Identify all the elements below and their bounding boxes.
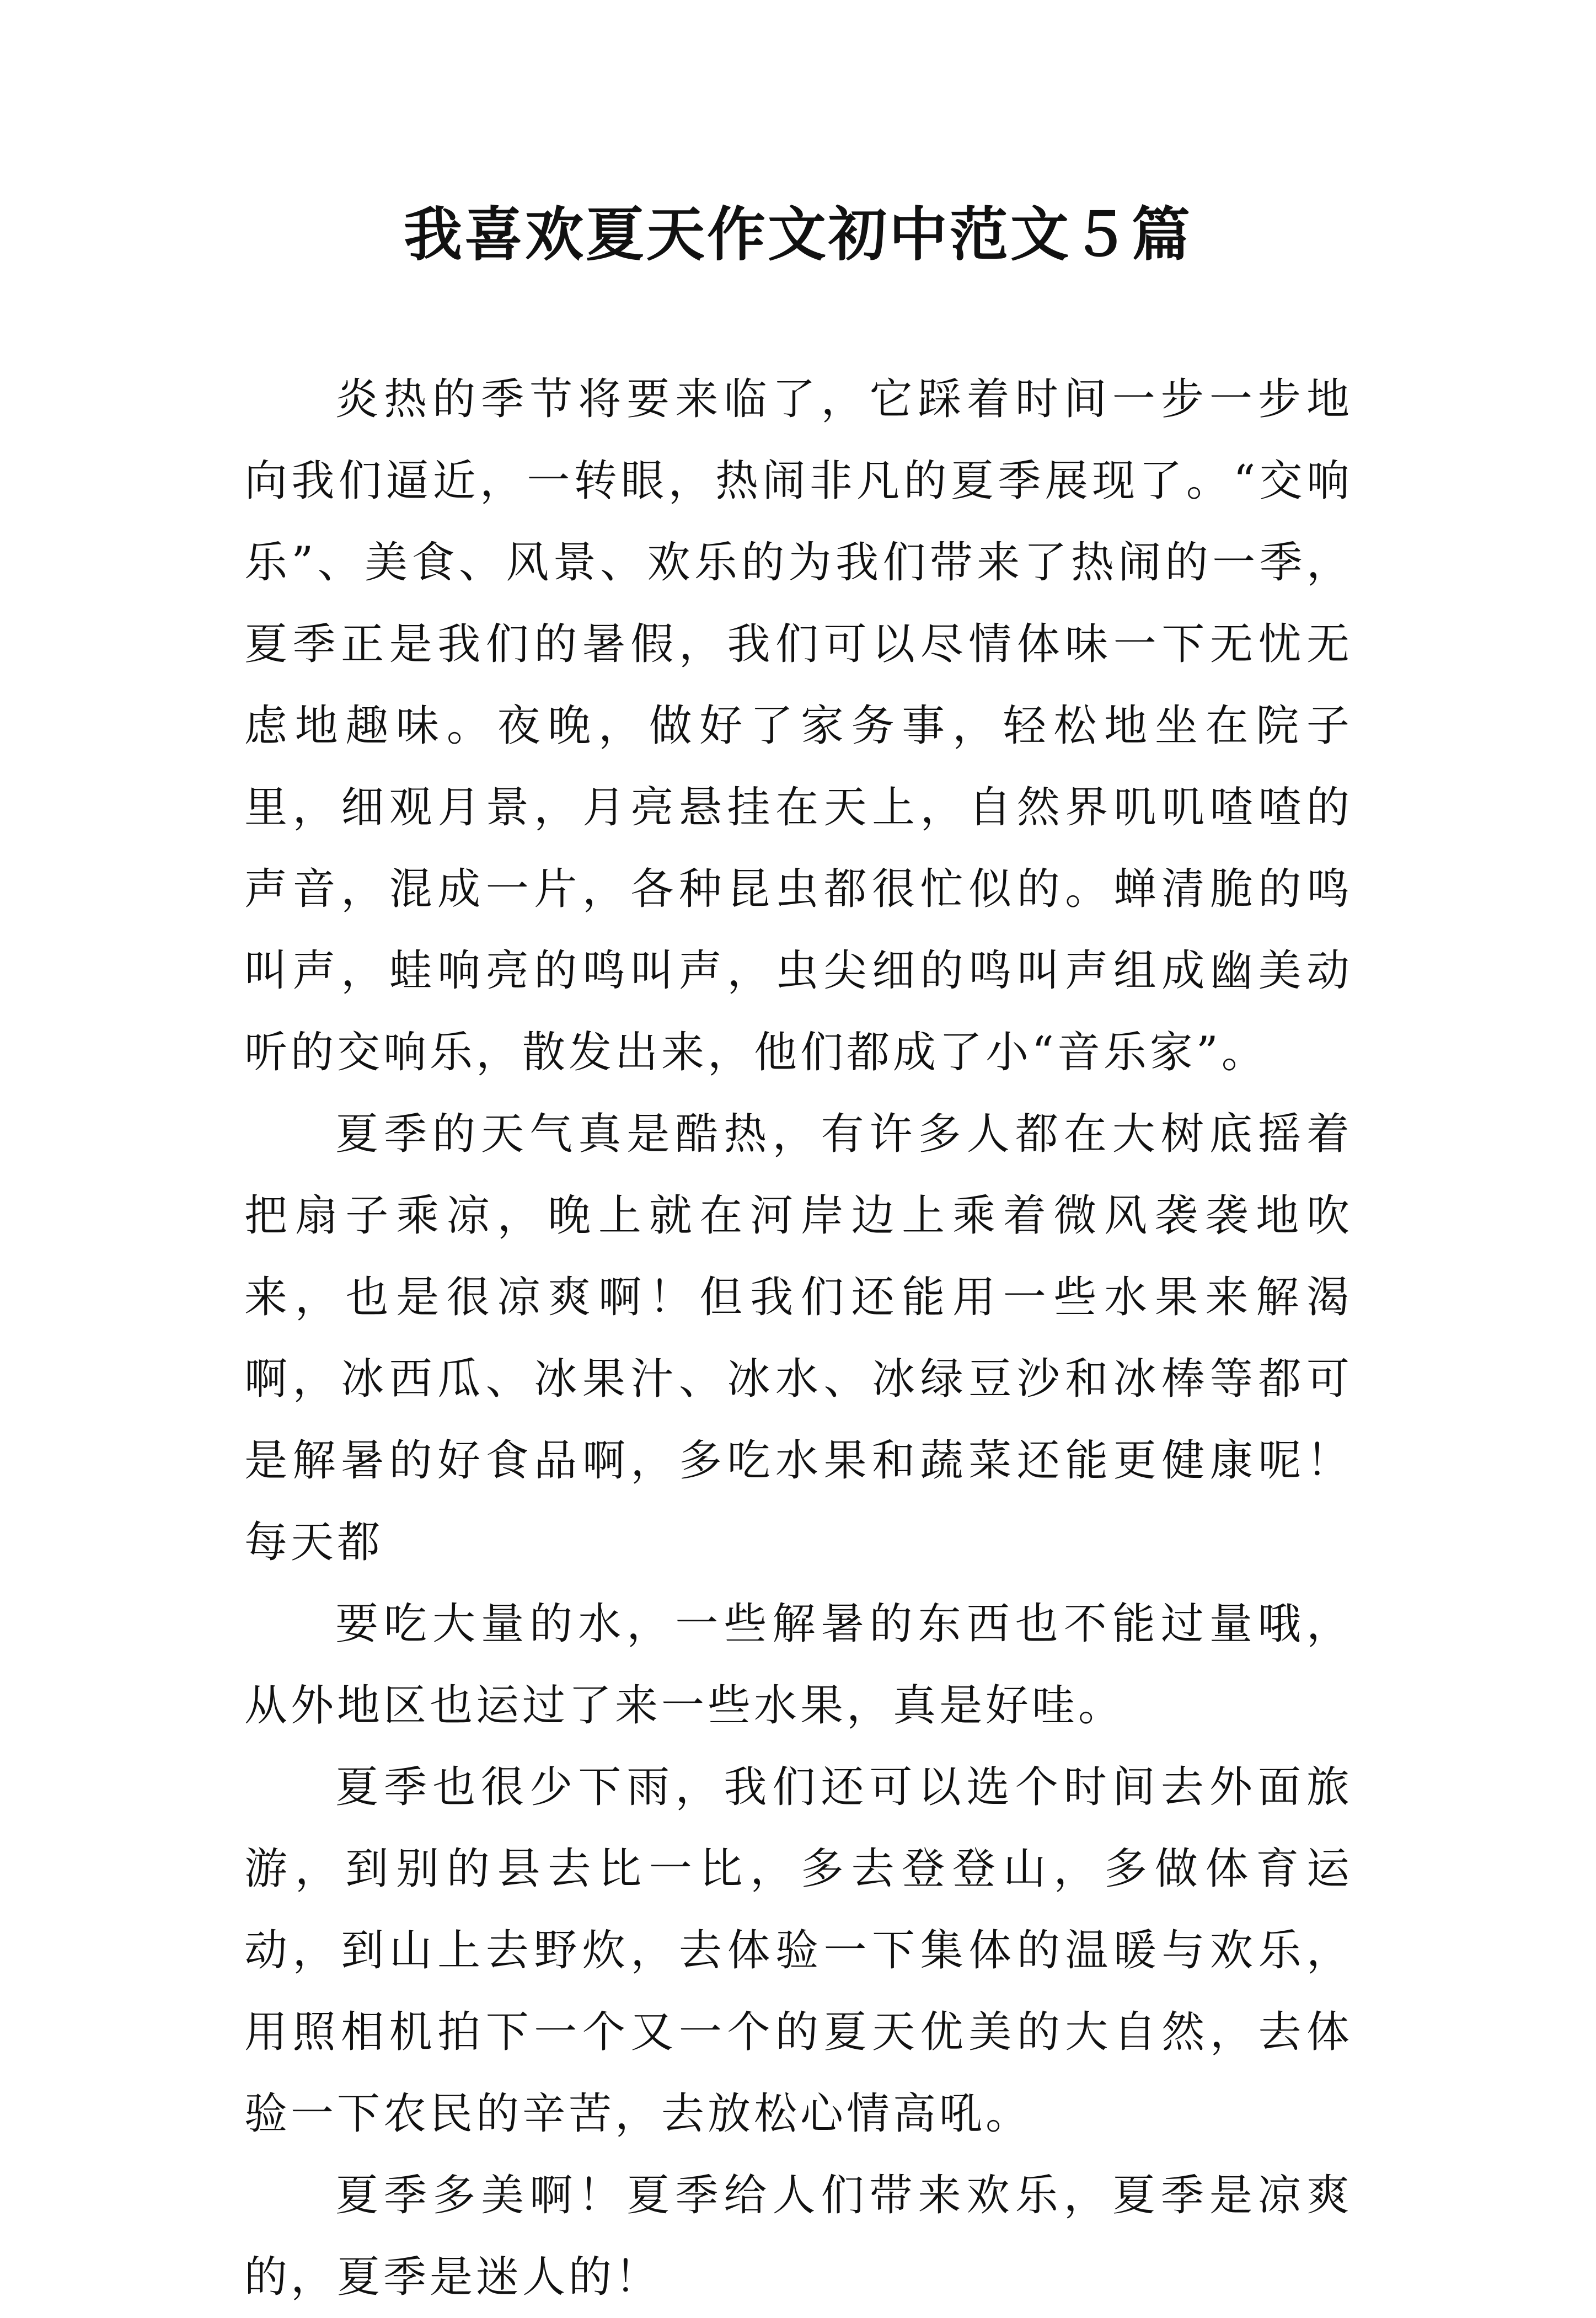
paragraph-1: 炎热的季节将要来临了，它踩着时间一步一步地向我们逼近，一转眼，热闹非凡的夏季展现了。“交响乐”、美食、风景、欢乐的为我们带来了热闹的一季，夏季正是我们的暑假，我们可以尽情体味一下无忧无虑地趣味。夜晚，做好了家务事，轻松地坐在院子里，细观月景，月亮悬挂在天上，自然界叽叽喳喳的声音，混成一片，各种昆虫都很忙似的。蝉清脆的鸣叫声，蛙响亮的鸣叫声，虫尖细的鸣叫声组成幽美动听的交响乐，散发出来，他们都成了小“音乐家”。 — [244, 375, 1353, 1077]
document-body — [244, 359, 1353, 2318]
paragraph-3: 要吃大量的水，一些解暑的东西也不能过量哦，从外地区也运过了来一些水果，真是好哇。 — [244, 1599, 1353, 1731]
paragraph-5: 夏季多美啊！夏季给人们带来欢乐，夏季是凉爽的，夏季是迷人的！ — [244, 2171, 1353, 2302]
paragraph-4: 夏季也很少下雨，我们还可以选个时间去外面旅游，到别的县去比一比，多去登登山，多做体育运动，到山上去野炊，去体验一下集体的温暖与欢乐，用照相机拍下一个又一个的夏天优美的大自然，去体验一下农民的辛苦，去放松心情高吼。 — [244, 1762, 1353, 2139]
document-title: 我喜欢夏天作文初中范文５篇 — [404, 200, 1192, 269]
paragraph-2: 夏季的天气真是酷热，有许多人都在大树底摇着把扇子乘凉，晚上就在河岸边上乘着微风袭袭地吹来，也是很凉爽啊！但我们还能用一些水果来解渴啊，冰西瓜、冰果汁、冰水、冰绿豆沙和冰棒等都可是解暑的好食品啊，多吃水果和蔬菜还能更健康呢！每天都 — [244, 1109, 1353, 1567]
